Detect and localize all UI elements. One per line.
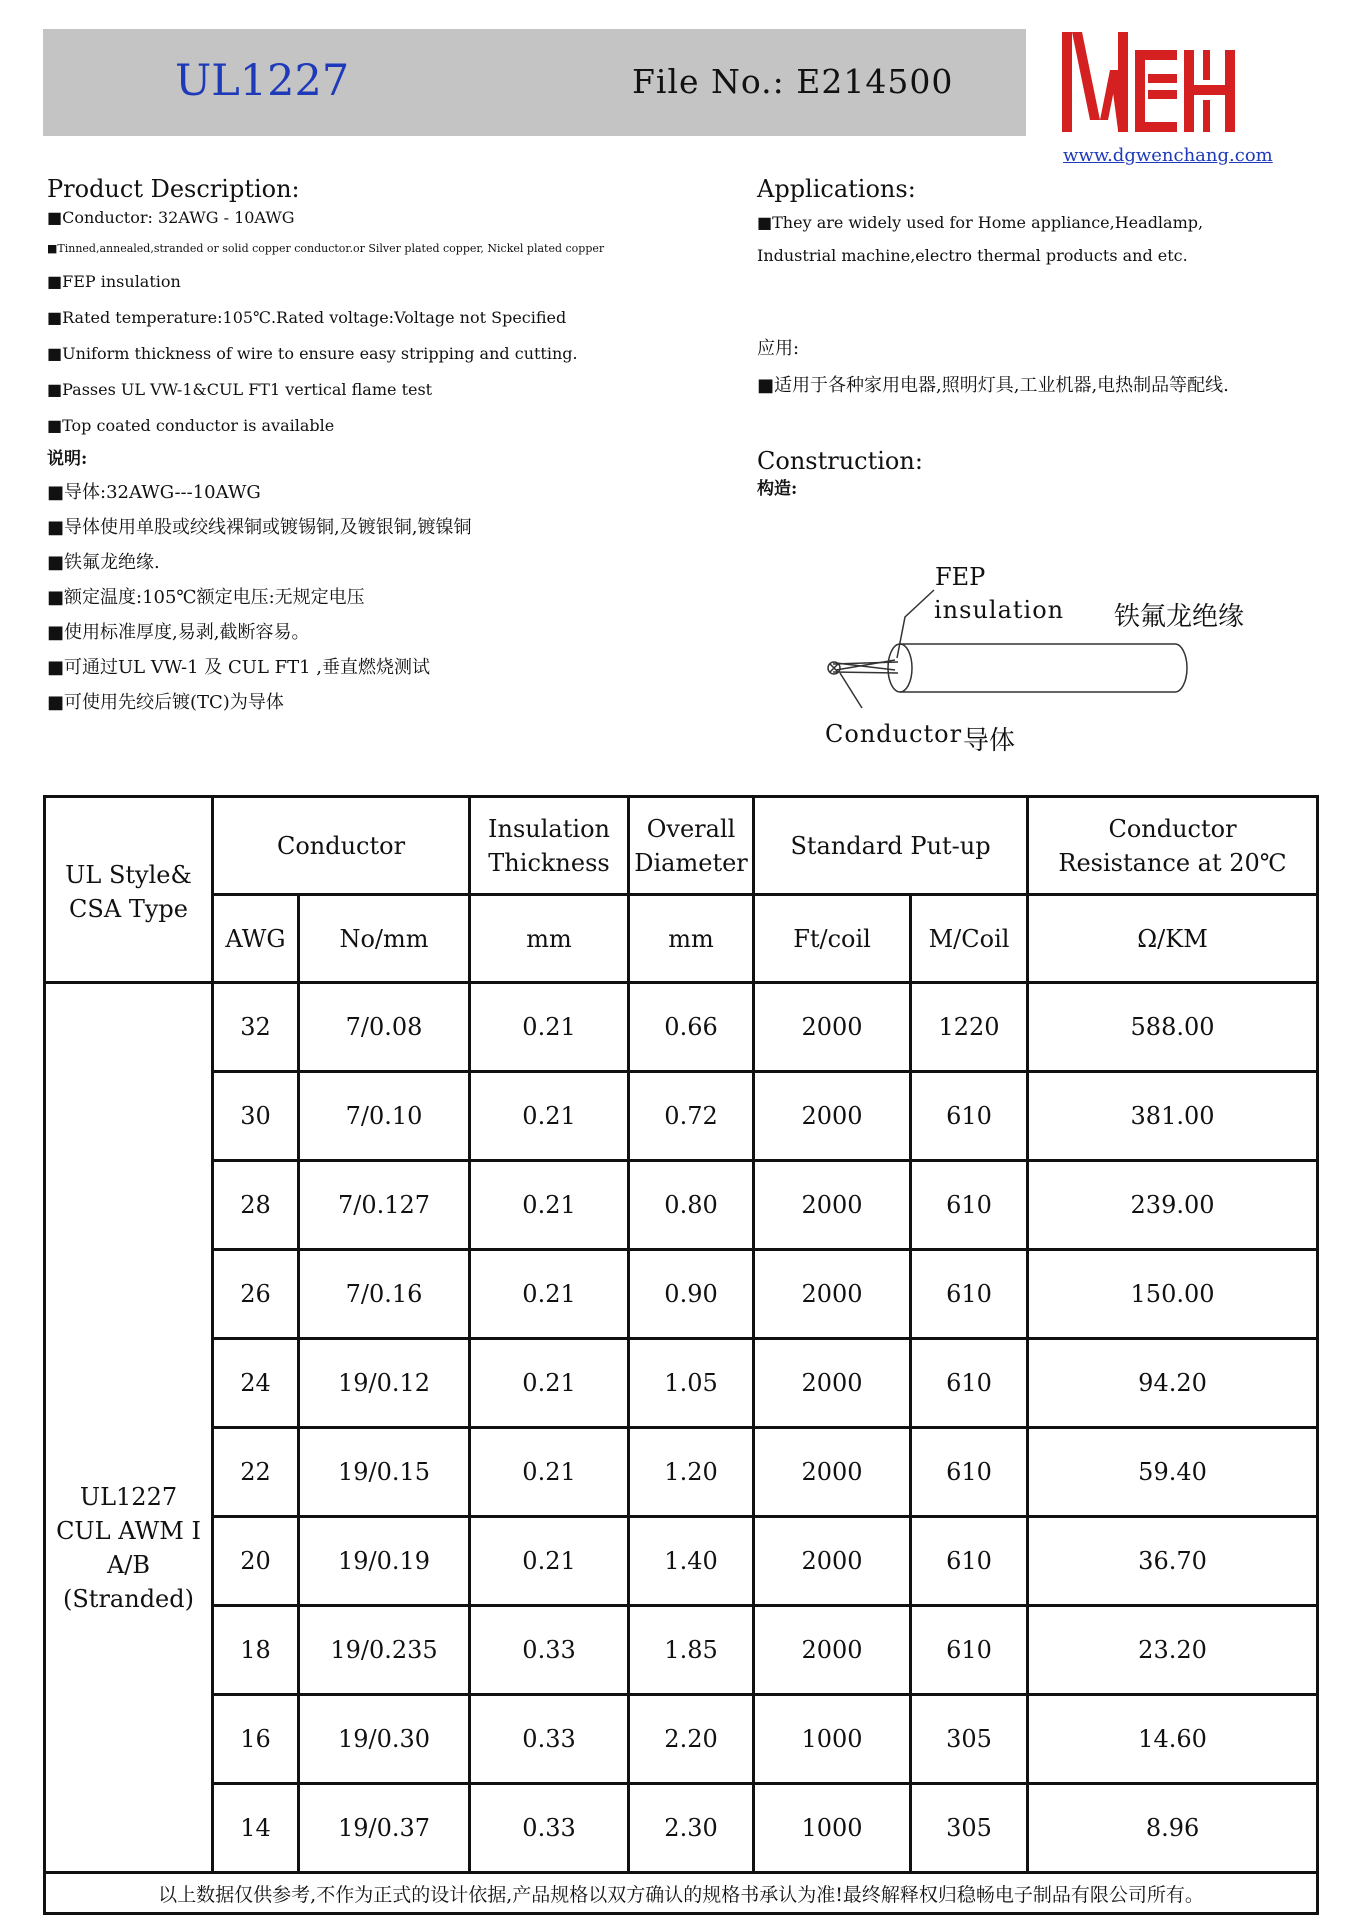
cell-awg: 28	[213, 1161, 299, 1250]
unit-ft: Ft/coil	[754, 895, 911, 983]
cell-strand: 7/0.127	[299, 1161, 470, 1250]
cell-res: 94.20	[1028, 1339, 1318, 1428]
cell-ins: 0.33	[470, 1784, 629, 1873]
fep-label: FEP	[935, 563, 986, 591]
construction-heading: Construction:	[757, 447, 923, 475]
cell-ins: 0.21	[470, 1517, 629, 1606]
header-style-type	[45, 797, 213, 983]
cell-ft: 2000	[754, 1072, 911, 1161]
cell-res: 239.00	[1028, 1161, 1318, 1250]
header-insulation-line1: Insulation	[488, 814, 610, 843]
file-number: File No.: E214500	[632, 62, 954, 101]
cell-strand: 7/0.08	[299, 983, 470, 1072]
header-overall	[629, 797, 754, 895]
cell-res: 8.96	[1028, 1784, 1318, 1873]
cell-awg: 14	[213, 1784, 299, 1873]
cell-ins: 0.21	[470, 1339, 629, 1428]
cell-strand: 19/0.37	[299, 1784, 470, 1873]
unit-m: M/Coil	[911, 895, 1028, 983]
header-putup: Standard Put-up	[754, 797, 1028, 895]
cell-strand: 19/0.30	[299, 1695, 470, 1784]
cell-od: 1.20	[629, 1428, 754, 1517]
cell-res: 36.70	[1028, 1517, 1318, 1606]
cell-m: 610	[911, 1339, 1028, 1428]
cell-awg: 20	[213, 1517, 299, 1606]
cell-m: 610	[911, 1606, 1028, 1695]
description-line-cn: ■铁氟龙绝缘.	[47, 552, 160, 573]
cell-res: 59.40	[1028, 1428, 1318, 1517]
description-line-cn: ■可使用先绞后镀(TC)为导体	[47, 692, 284, 713]
description-line-cn: ■额定温度:105℃额定电压:无规定电压	[47, 587, 365, 608]
header-resistance-line1: Conductor	[1108, 814, 1237, 843]
applications-text: ■They are widely used for Home appliance,Headlamp, Industrial machine,electro thermal products and etc.	[757, 213, 1204, 265]
cell-strand: 19/0.12	[299, 1339, 470, 1428]
cell-ins: 0.21	[470, 1428, 629, 1517]
header-style-line2: CSA Type	[69, 894, 188, 923]
cell-m: 610	[911, 1161, 1028, 1250]
description-heading-cn: 说明:	[47, 449, 88, 469]
website-link[interactable]: www.dgwenchang.com	[1063, 145, 1273, 166]
unit-awg: AWG	[213, 895, 299, 983]
cell-ft: 2000	[754, 983, 911, 1072]
product-description	[47, 174, 747, 714]
cell-od: 1.05	[629, 1339, 754, 1428]
table-row	[45, 983, 1318, 1072]
header-resistance-line2: Resistance at 20℃	[1058, 848, 1287, 877]
cell-ins: 0.21	[470, 1072, 629, 1161]
cell-awg: 24	[213, 1339, 299, 1428]
unit-insulation: mm	[470, 895, 629, 983]
cell-m: 305	[911, 1784, 1028, 1873]
cell-res: 14.60	[1028, 1695, 1318, 1784]
cell-od: 0.66	[629, 983, 754, 1072]
conductor-label: Conductor	[825, 720, 963, 748]
cell-ins: 0.21	[470, 1250, 629, 1339]
table-footnote: 以上数据仅供参考,不作为正式的设计依据,产品规格以双方确认的规格书承认为准!最终解释权归稳畅电子制品有限公司所有。	[45, 1873, 1318, 1914]
table-row	[45, 1784, 1318, 1873]
cell-ft: 1000	[754, 1695, 911, 1784]
style-label-line: CUL AWM I	[56, 1516, 201, 1545]
applications-heading-cn: 应用:	[757, 338, 800, 359]
cell-awg: 30	[213, 1072, 299, 1161]
cell-ft: 1000	[754, 1784, 911, 1873]
cell-res: 381.00	[1028, 1072, 1318, 1161]
insulation-label: insulation	[934, 596, 1065, 624]
cell-od: 2.30	[629, 1784, 754, 1873]
table-row	[45, 1428, 1318, 1517]
cell-od: 2.20	[629, 1695, 754, 1784]
cell-res: 588.00	[1028, 983, 1318, 1072]
description-line: ■Rated temperature:105℃.Rated voltage:Voltage not Specified	[47, 308, 567, 327]
description-heading: Product Description:	[47, 175, 300, 203]
spec-table	[43, 795, 1319, 1915]
cell-res: 150.00	[1028, 1250, 1318, 1339]
company-logo	[1060, 30, 1237, 134]
header-overall-line1: Overall	[646, 814, 736, 843]
cell-ft: 2000	[754, 1161, 911, 1250]
construction-heading-cn: 构造:	[757, 479, 798, 499]
description-line-cn: ■导体:32AWG---10AWG	[47, 482, 261, 503]
style-label-cell	[45, 983, 213, 1873]
cell-res: 23.20	[1028, 1606, 1318, 1695]
cell-awg: 22	[213, 1428, 299, 1517]
header-style-line1: UL Style&	[65, 860, 192, 889]
cell-m: 610	[911, 1250, 1028, 1339]
header-overall-line2: Diameter	[634, 848, 748, 877]
table-row	[45, 1695, 1318, 1784]
cell-ft: 2000	[754, 1606, 911, 1695]
style-label-line: A/B	[106, 1550, 151, 1579]
cell-ins: 0.21	[470, 983, 629, 1072]
cell-strand: 7/0.10	[299, 1072, 470, 1161]
cell-ins: 0.33	[470, 1695, 629, 1784]
cell-awg: 18	[213, 1606, 299, 1695]
unit-strand: No/mm	[299, 895, 470, 983]
table-row	[45, 1161, 1318, 1250]
cell-od: 1.40	[629, 1517, 754, 1606]
cell-m: 305	[911, 1695, 1028, 1784]
style-label-line: (Stranded)	[63, 1584, 194, 1613]
cell-awg: 26	[213, 1250, 299, 1339]
unit-diameter: mm	[629, 895, 754, 983]
description-line: ■Conductor: 32AWG - 10AWG	[47, 208, 295, 227]
cell-m: 610	[911, 1072, 1028, 1161]
table-row	[45, 1072, 1318, 1161]
applications-text-cn: ■适用于各种家用电器,照明灯具,工业机器,电热制品等配线.	[757, 375, 1229, 396]
description-line: ■Tinned,annealed,stranded or solid copper conductor.or Silver plated copper, Nickel plated copper	[47, 242, 605, 255]
conductor-label-cn: 导体	[963, 726, 1016, 756]
cell-od: 0.90	[629, 1250, 754, 1339]
cell-ins: 0.33	[470, 1606, 629, 1695]
description-line-cn: ■可通过UL VW-1 及 CUL FT1 ,垂直燃烧测试	[47, 657, 431, 678]
applications-heading: Applications:	[757, 175, 916, 203]
table-row	[45, 1517, 1318, 1606]
cell-m: 610	[911, 1517, 1028, 1606]
description-line: ■Uniform thickness of wire to ensure easy stripping and cutting.	[47, 344, 578, 363]
cell-m: 1220	[911, 983, 1028, 1072]
applications-section	[757, 174, 1317, 500]
description-line: ■Top coated conductor is available	[47, 416, 335, 435]
description-line: ■Passes UL VW-1&CUL FT1 vertical flame test	[47, 380, 433, 399]
header-insulation-line2: Thickness	[488, 848, 610, 877]
header-resistance	[1028, 797, 1318, 895]
cell-strand: 19/0.15	[299, 1428, 470, 1517]
cell-awg: 32	[213, 983, 299, 1072]
description-line-cn: ■使用标准厚度,易剥,截断容易。	[47, 622, 310, 643]
cell-od: 1.85	[629, 1606, 754, 1695]
table-row	[45, 1606, 1318, 1695]
header-conductor: Conductor	[213, 797, 470, 895]
description-line: ■FEP insulation	[47, 272, 181, 291]
cell-od: 0.80	[629, 1161, 754, 1250]
cell-awg: 16	[213, 1695, 299, 1784]
insulation-label-cn: 铁氟龙绝缘	[1114, 602, 1245, 632]
unit-ohm: Ω/KM	[1028, 895, 1318, 983]
cell-ft: 2000	[754, 1339, 911, 1428]
description-line-cn: ■导体使用单股或绞线裸铜或镀锡铜,及镀银铜,镀镍铜	[47, 517, 472, 538]
table-row	[45, 1339, 1318, 1428]
header-insulation	[470, 797, 629, 895]
cell-strand: 19/0.19	[299, 1517, 470, 1606]
cell-strand: 7/0.16	[299, 1250, 470, 1339]
cell-ft: 2000	[754, 1250, 911, 1339]
model-title: UL1227	[175, 56, 350, 106]
cell-ft: 2000	[754, 1428, 911, 1517]
style-label-line: UL1227	[79, 1482, 178, 1511]
cell-ft: 2000	[754, 1517, 911, 1606]
cell-strand: 19/0.235	[299, 1606, 470, 1695]
table-row	[45, 1250, 1318, 1339]
cell-od: 0.72	[629, 1072, 754, 1161]
cell-ins: 0.21	[470, 1161, 629, 1250]
cell-m: 610	[911, 1428, 1028, 1517]
